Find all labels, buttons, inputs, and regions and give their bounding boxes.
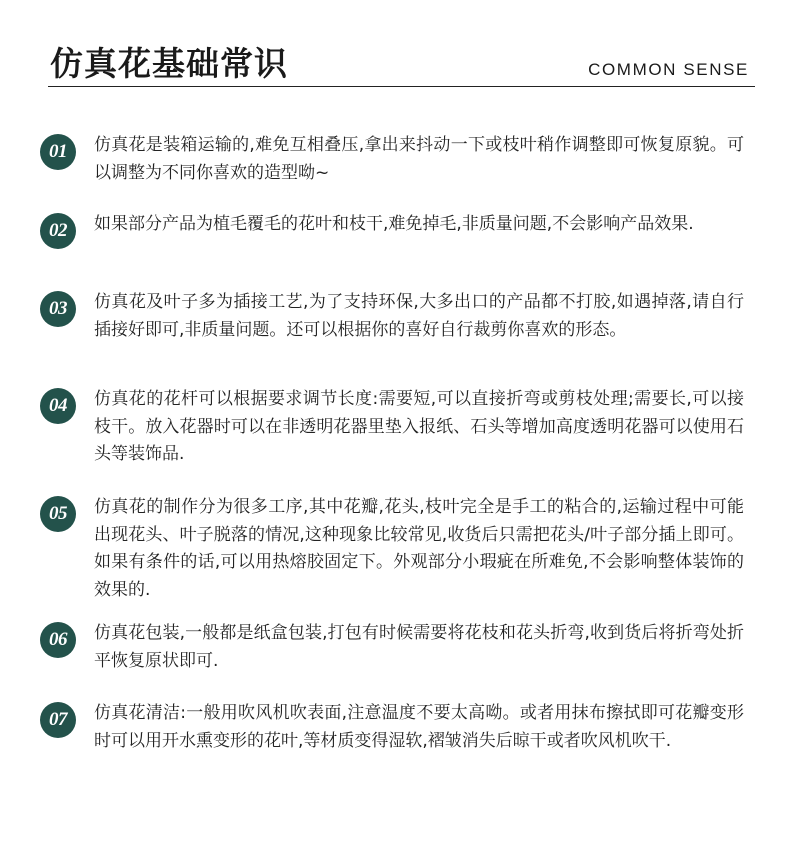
header-divider [48,86,755,87]
item-text: 仿真花包装,一般都是纸盒包装,打包有时候需要将花枝和花头折弯,收到货后将折弯处折平恢复原状即可. [94,623,744,671]
page-header [48,36,755,88]
item-number-badge: 01 [40,134,76,170]
item-text: 仿真花是装箱运输的,难免互相叠压,拿出来抖动一下或枝叶稍作调整即可恢复原貌。可以调整为不同你喜欢的造型呦~ [94,135,744,183]
item-text: 仿真花清洁:一般用吹风机吹表面,注意温度不要太高呦。或者用抹布擦拭即可花瓣变形时可以用开水熏变形的花叶,等材质变得湿软,褶皱消失后晾干或者吹风机吹干. [94,703,744,751]
item-text: 仿真花的制作分为很多工序,其中花瓣,花头,枝叶完全是手工的粘合的,运输过程中可能出现花头、叶子脱落的情况,这种现象比较常见,收货后只需把花头/叶子部分插上即可。如果有条件的话,可以用热熔胶固定下。外观部分小瑕疵在所难免,不会影响整体装饰的效果的. [94,497,744,600]
page-subtitle: COMMON SENSE [588,60,749,79]
item-number-badge: 04 [40,388,76,424]
item-text: 仿真花及叶子多为插接工艺,为了支持环保,大多出口的产品都不打胶,如遇掉落,请自行插接好即可,非质量问题。还可以根据你的喜好自行裁剪你喜欢的形态。 [94,292,744,340]
item-number-badge: 05 [40,496,76,532]
item-text: 如果部分产品为植毛覆毛的花叶和枝干,难免掉毛,非质量问题,不会影响产品效果. [94,214,694,234]
page-title: 仿真花基础常识 [50,44,288,83]
item-number-badge: 07 [40,702,76,738]
item-number-badge: 06 [40,622,76,658]
item-text: 仿真花的花杆可以根据要求调节长度:需要短,可以直接折弯或剪枝处理;需要长,可以接枝干。放入花器时可以在非透明花器里垫入报纸、石头等增加高度透明花器可以使用石头等装饰品. [94,389,744,465]
item-number-badge: 03 [40,291,76,327]
item-number-badge: 02 [40,213,76,249]
